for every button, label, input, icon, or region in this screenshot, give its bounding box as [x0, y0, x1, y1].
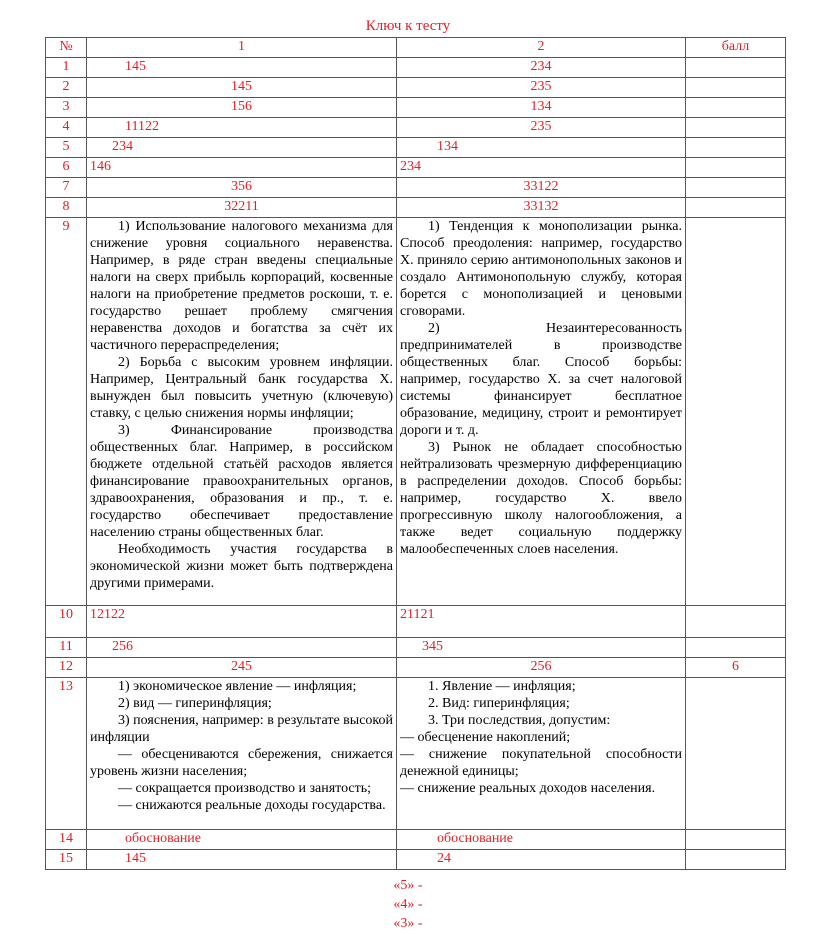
answer-col1: 11122 — [87, 118, 397, 138]
table-row — [46, 58, 786, 78]
answer-paragraph: 3. Три последствия, допустим: — [428, 713, 611, 728]
answer-col1: 245 — [87, 658, 397, 678]
answer-col2: 234 — [397, 58, 686, 78]
answer-col2: 21121 — [397, 606, 686, 638]
answer-col1: 146 — [87, 158, 397, 178]
answer-col2: 235 — [397, 118, 686, 138]
score-cell — [686, 678, 786, 830]
header-num: № — [46, 38, 87, 58]
table-row — [46, 606, 786, 638]
table-row — [46, 118, 786, 138]
score-cell — [686, 58, 786, 78]
answer-col1: 356 — [87, 178, 397, 198]
answer-col2: 256 — [397, 658, 686, 678]
table-row — [46, 138, 786, 158]
answer-col1: 156 — [87, 98, 397, 118]
table-row — [46, 178, 786, 198]
answer-col1: 12122 — [87, 606, 397, 638]
table-row — [46, 218, 786, 606]
row-num: 3 — [46, 98, 87, 118]
table-row — [46, 830, 786, 850]
table-row — [46, 98, 786, 118]
answer-col2 — [397, 218, 686, 606]
score-cell — [686, 78, 786, 98]
answer-col2: 134 — [397, 138, 686, 158]
row-num: 10 — [46, 606, 87, 638]
answer-col1: обоснование — [87, 830, 397, 850]
answer-paragraph: — сокращается производство и занятость; — [118, 781, 372, 796]
table-row — [46, 638, 786, 658]
score-cell — [686, 218, 786, 606]
answer-paragraph: 2) вид — гиперинфляция; — [118, 696, 272, 711]
answer-paragraph: 2. Вид: гиперинфляция; — [428, 696, 570, 711]
row-num: 2 — [46, 78, 87, 98]
grade-line-4: «4» - — [393, 897, 423, 912]
score-cell — [686, 178, 786, 198]
row-num: 8 — [46, 198, 87, 218]
answer-col2: 33122 — [397, 178, 686, 198]
grade-line-3: «3» - — [393, 916, 423, 931]
score-cell — [686, 98, 786, 118]
score-cell — [686, 606, 786, 638]
header-score: балл — [686, 38, 786, 58]
header-col2: 2 — [397, 38, 686, 58]
answer-col1 — [87, 678, 397, 830]
row-num: 12 — [46, 658, 87, 678]
table-row — [46, 198, 786, 218]
score-cell — [686, 138, 786, 158]
answer-paragraph: Необходимость участия государства в экономической жизни может быть подтверждена другими примерами. — [90, 542, 393, 591]
row-num: 5 — [46, 138, 87, 158]
answer-col2: 33132 — [397, 198, 686, 218]
header-col1: 1 — [87, 38, 397, 58]
table-row — [46, 850, 786, 870]
score-cell — [686, 158, 786, 178]
score-cell — [686, 118, 786, 138]
score-cell: 6 — [686, 658, 786, 678]
row-num: 4 — [46, 118, 87, 138]
table-row — [46, 158, 786, 178]
answer-paragraph: 3) Финансирование производства общественных благ. Например, в российском бюджете отдельной статьёй расходов является финансирование правоохранительных органов, здравоохранения, образования и пр., т. е. государство обеспечивает предоставление населению страны общественных благ. — [90, 423, 393, 540]
answer-key-table — [45, 37, 786, 870]
answer-col1: 145 — [87, 850, 397, 870]
answer-col2 — [397, 678, 686, 830]
answer-paragraph: — снижение покупательной способности денежной единицы; — [400, 747, 682, 779]
answer-col2: 134 — [397, 98, 686, 118]
answer-paragraph: 3) пояснения, например: в результате высокой инфляции — [90, 713, 393, 745]
answer-paragraph: — снижение реальных доходов населения. — [400, 781, 656, 796]
answer-col1: 32211 — [87, 198, 397, 218]
answer-col1: 145 — [87, 78, 397, 98]
answer-col2: обоснование — [397, 830, 686, 850]
answer-paragraph: 1. Явление — инфляция; — [428, 679, 576, 694]
answer-col2: 345 — [397, 638, 686, 658]
table-row — [46, 658, 786, 678]
answer-paragraph: 1) экономическое явление — инфляция; — [118, 679, 357, 694]
row-num: 9 — [46, 218, 87, 606]
answer-paragraph: — обесцениваются сбережения, снижается уровень жизни населения; — [90, 747, 393, 779]
page-title: Ключ к тесту — [365, 18, 451, 34]
row-num: 7 — [46, 178, 87, 198]
grade-line-5: «5» - — [393, 878, 423, 893]
answer-paragraph: 3) Рынок не обладает способностью нейтрализовать чрезмерную дифференциацию в распределении доходов. Способ борьбы: например, государство Х. ввело прогрессивную школу налогообложения, а также ведет социальную поддержку малообеспеченных слоев населения. — [400, 440, 682, 557]
table-header-row — [46, 38, 786, 58]
answer-col2: 235 — [397, 78, 686, 98]
answer-paragraph: 2) Борьба с высоким уровнем инфляции. Например, Центральный банк государства Х. вынужден был повысить учетную (ключевую) ставку, с целью снижения нормы инфляции; — [90, 355, 393, 421]
table-row — [46, 78, 786, 98]
row-num: 14 — [46, 830, 87, 850]
answer-col2: 24 — [397, 850, 686, 870]
row-num: 1 — [46, 58, 87, 78]
answer-col2: 234 — [397, 158, 686, 178]
answer-col1: 256 — [87, 638, 397, 658]
row-num: 13 — [46, 678, 87, 830]
score-cell — [686, 830, 786, 850]
answer-paragraph: 1) Тенденция к монополизации рынка. Способ преодоления: например, государство Х. приняло серию антимонопольных законов и создало Антимонопольную службу, которая борется с монополизацией и ценовыми сговорами. — [400, 219, 682, 319]
answer-paragraph: 2) Незаинтересованность предпринимателей в производстве общественных благ. Способ борьбы: например, государство Х. за счет налоговой системы финансирует бесплатное образование, медицину, строит и ремонтирует дороги и т. д. — [400, 321, 682, 438]
score-cell — [686, 850, 786, 870]
score-cell — [686, 198, 786, 218]
score-cell — [686, 638, 786, 658]
row-num: 11 — [46, 638, 87, 658]
answer-col1: 145 — [87, 58, 397, 78]
row-num: 6 — [46, 158, 87, 178]
answer-col1: 234 — [87, 138, 397, 158]
answer-paragraph: 1) Использование налогового механизма для снижение уровня социального неравенства. Например, в ряде стран введены специальные налоги на сверх прибыль корпораций, косвенные налоги на приобретение предметов роскоши, т. е. государство решает проблему смягчения неравенства доходов и богатства за счёт их частичного перераспределения; — [90, 219, 393, 353]
answer-paragraph: — обесценение накоплений; — [400, 730, 571, 745]
table-row — [46, 678, 786, 830]
answer-col1 — [87, 218, 397, 606]
row-num: 15 — [46, 850, 87, 870]
answer-paragraph: — снижаются реальные доходы государства. — [118, 798, 386, 813]
